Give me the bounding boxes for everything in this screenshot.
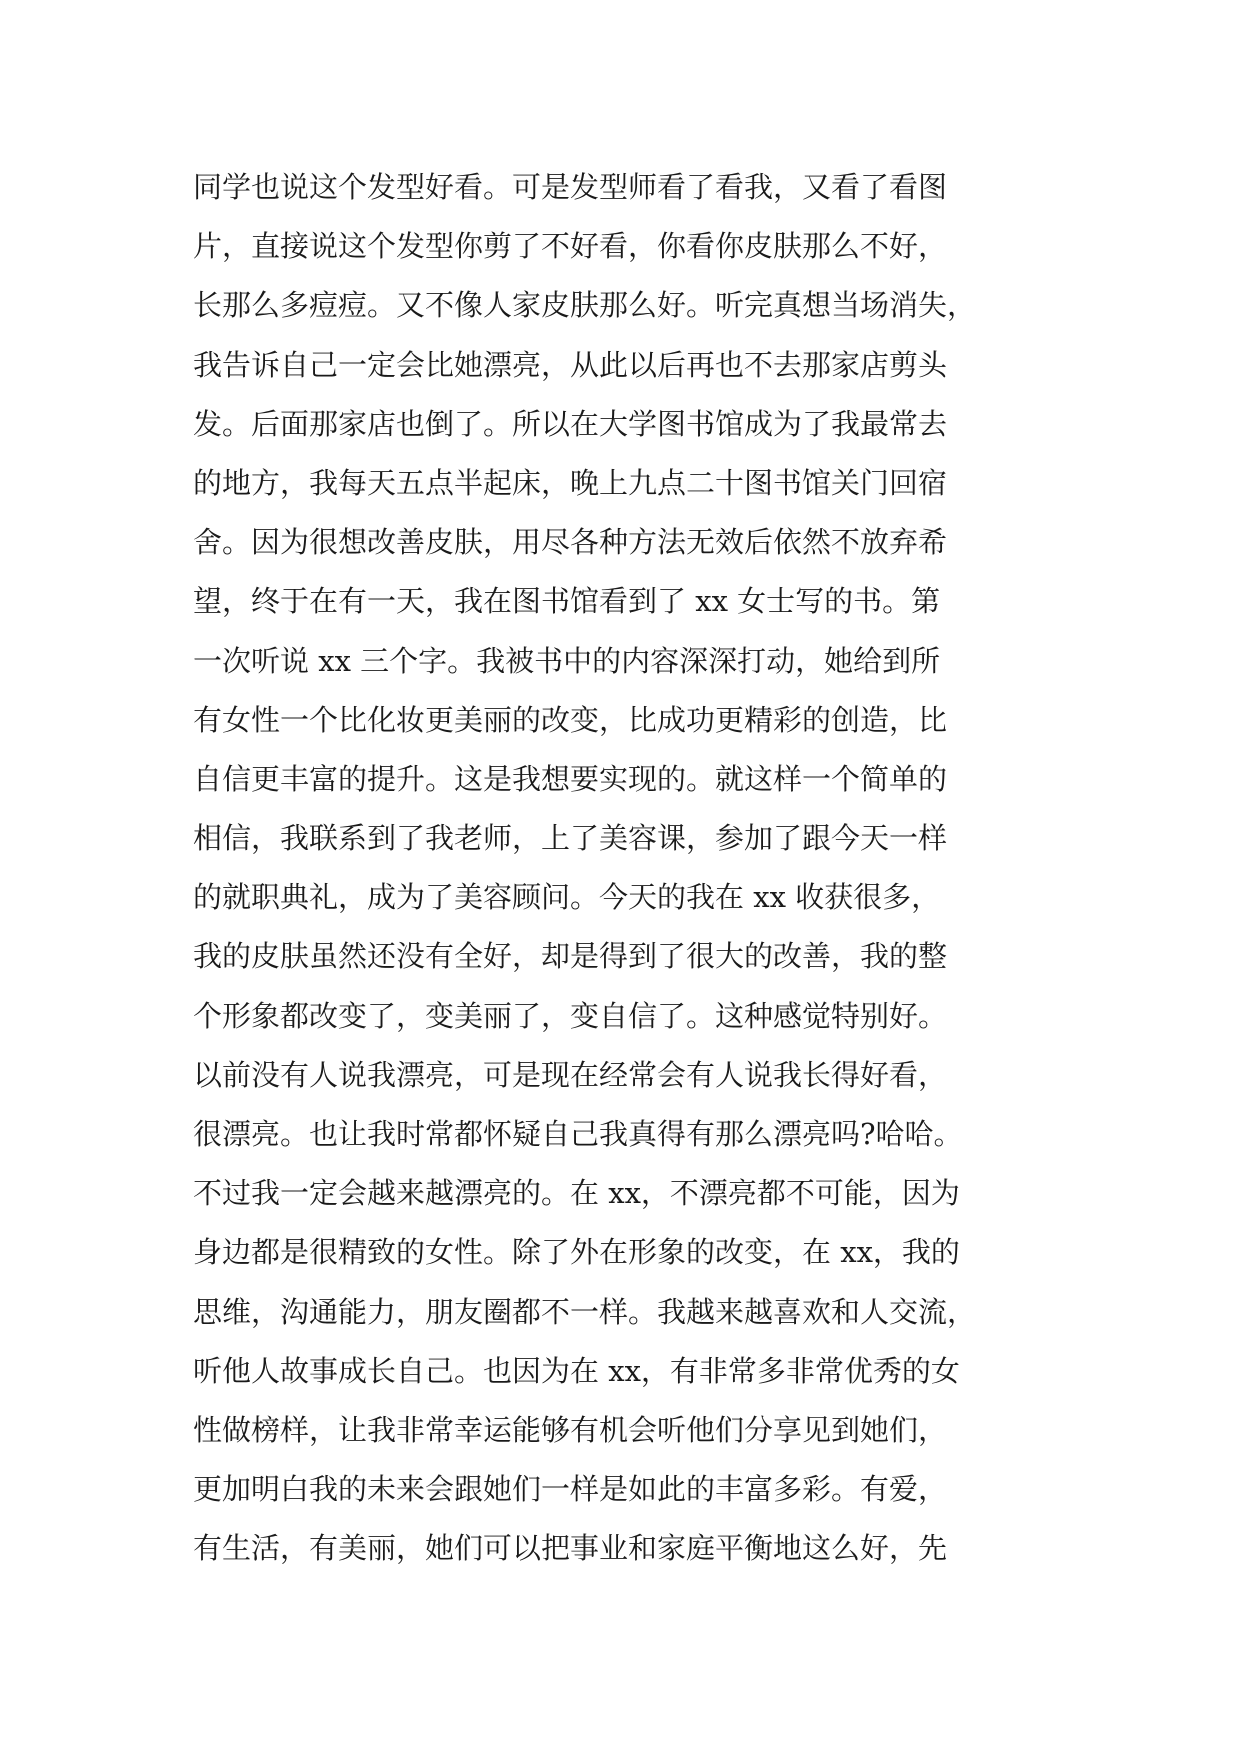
- text-line: 思维，沟通能力，朋友圈都不一样。我越来越喜欢和人交流，: [193, 1294, 977, 1329]
- text-line: 舍。因为很想改善皮肤，用尽各种方法无效后依然不放弃希: [193, 525, 948, 560]
- text-line: 自信更丰富的提升。这是我想要实现的。就这样一个简单的: [193, 761, 948, 796]
- text-line: 听他人故事成长自己。也因为在 xx，有非常多非常优秀的女: [193, 1353, 960, 1388]
- text-line: 更加明白我的未来会跟她们一样是如此的丰富多彩。有爱，: [193, 1472, 948, 1507]
- text-line: 发。后面那家店也倒了。所以在大学图书馆成为了我最常去: [193, 406, 948, 441]
- text-line: 望，终于在有一天，我在图书馆看到了 xx 女士写的书。第: [193, 584, 941, 619]
- text-line: 有女性一个比化妆更美丽的改变，比成功更精彩的创造，比: [193, 702, 948, 737]
- text-line: 同学也说这个发型好看。可是发型师看了看我，又看了看图: [193, 170, 948, 204]
- text-line: 性做榜样，让我非常幸运能够有机会听他们分享见到她们，: [193, 1412, 948, 1447]
- text-line: 我的皮肤虽然还没有全好，却是得到了很大的改善，我的整: [193, 939, 948, 974]
- text-line: 片，直接说这个发型你剪了不好看，你看你皮肤那么不好，: [193, 229, 948, 264]
- text-line: 很漂亮。也让我时常都怀疑自己我真得有那么漂亮吗?哈哈。: [193, 1117, 963, 1151]
- text-line: 个形象都改变了，变美丽了，变自信了。这种感觉特别好。: [193, 998, 948, 1033]
- text-line: 不过我一定会越来越漂亮的。在 xx，不漂亮都不可能，因为: [193, 1176, 960, 1211]
- text-line: 有生活，有美丽，她们可以把事业和家庭平衡地这么好，先: [193, 1531, 948, 1566]
- text-line: 身边都是很精致的女性。除了外在形象的改变，在 xx，我的: [193, 1235, 960, 1270]
- body-text: [193, 158, 1073, 1579]
- text-line: 我告诉自己一定会比她漂亮，从此以后再也不去那家店剪头: [193, 347, 948, 382]
- text-line: 的地方，我每天五点半起床，晚上九点二十图书馆关门回宿: [193, 465, 948, 500]
- text-line: 一次听说 xx 三个字。我被书中的内容深深打动，她给到所: [193, 643, 941, 678]
- text-line: 的就职典礼，成为了美容顾问。今天的我在 xx 收获很多，: [193, 880, 941, 915]
- text-line: 相信，我联系到了我老师，上了美容课，参加了跟今天一样: [193, 821, 948, 856]
- text-line: 长那么多痘痘。又不像人家皮肤那么好。听完真想当场消失，: [193, 288, 977, 323]
- text-line: 以前没有人说我漂亮，可是现在经常会有人说我长得好看，: [193, 1057, 948, 1092]
